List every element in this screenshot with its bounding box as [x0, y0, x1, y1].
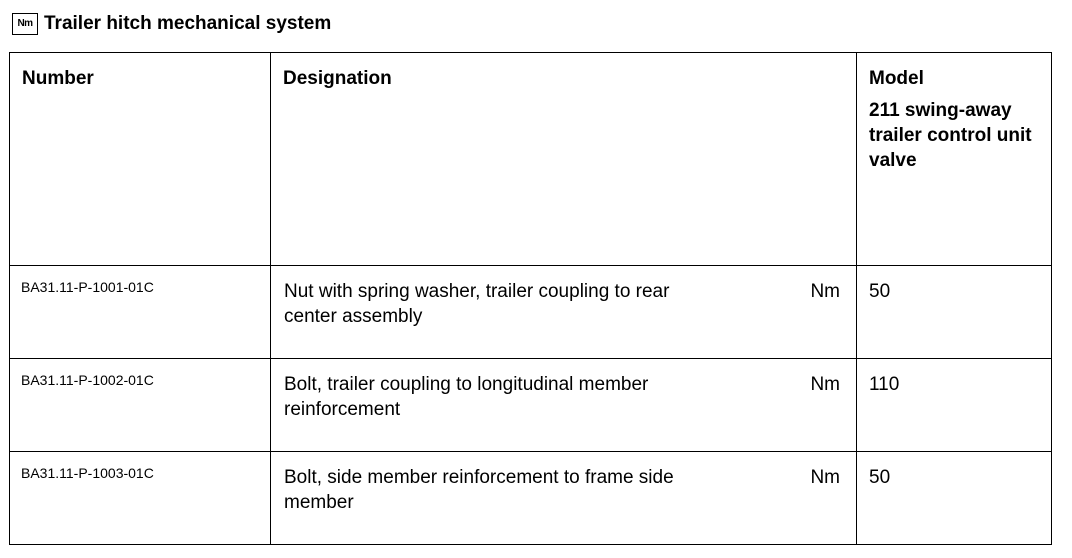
table-row — [10, 452, 1052, 545]
column-header-designation-label: Designation — [283, 68, 392, 89]
part-number-cell: BA31.11-P-1001-01C — [10, 266, 271, 359]
torque-nm-icon: Nm — [12, 13, 38, 35]
column-header-number-label: Number — [22, 68, 94, 89]
column-header-designation — [271, 53, 857, 266]
column-header-model-label: Model — [869, 68, 924, 89]
unit-label: Nm — [810, 374, 840, 395]
torque-value-cell: 50 — [857, 452, 1052, 545]
table-row — [10, 359, 1052, 452]
part-number-cell: BA31.11-P-1002-01C — [10, 359, 271, 452]
column-header-number — [10, 53, 271, 266]
designation-text: Bolt, trailer coupling to longitudinal member reinforcement — [284, 374, 649, 420]
designation-text: Bolt, side member reinforcement to frame side member — [284, 467, 674, 513]
page-title-row — [12, 11, 331, 37]
torque-value-cell: 50 — [857, 266, 1052, 359]
designation-cell — [271, 359, 857, 452]
column-header-model — [857, 53, 1052, 266]
table-row — [10, 266, 1052, 359]
designation-cell — [271, 266, 857, 359]
designation-text: Nut with spring washer, trailer coupling to rear center assembly — [284, 281, 670, 327]
page-title: Trailer hitch mechanical system — [44, 13, 332, 34]
unit-label: Nm — [810, 467, 840, 488]
torque-value-cell: 110 — [857, 359, 1052, 452]
part-number-cell: BA31.11-P-1003-01C — [10, 452, 271, 545]
unit-label: Nm — [810, 281, 840, 302]
torque-spec-table — [9, 52, 1052, 545]
table-header-row — [10, 53, 1052, 266]
designation-cell — [271, 452, 857, 545]
model-variant-label: 211 swing-away trailer control unit valve — [869, 100, 1032, 171]
